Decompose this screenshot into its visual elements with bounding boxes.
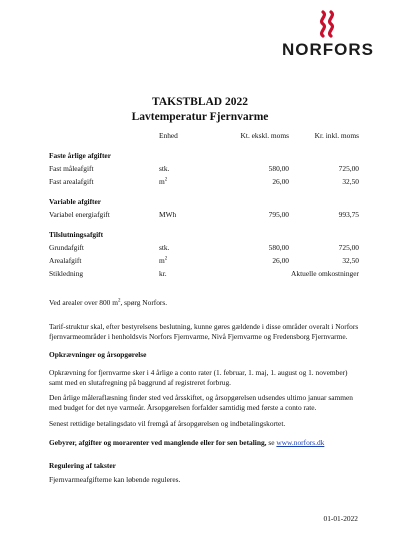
header-incl-vat: Kr. inkl. moms: [314, 131, 359, 140]
table-header-row: [49, 131, 359, 144]
regulering-text: Fjernvarmeafgifterne kan løbende reguleres.: [49, 475, 181, 484]
section-title: Variable afgifter: [49, 197, 102, 206]
span-cell: Aktuelle omkostninger: [291, 269, 359, 278]
opkraevning-paragraph-3: Senest rettidige betalingsdato vil fremgå af årsopgørelsen og indbetalingskortet.: [49, 419, 286, 428]
table-row: Grundafgift stk. 580,00 725,00: [49, 243, 359, 252]
document-title: [0, 95, 400, 125]
table-row: Stikledning kr. Aktuelle omkostninger: [49, 269, 359, 278]
table-row: Fast måleafgift stk. 580,00 725,00: [49, 164, 359, 173]
opkraevning-paragraph-1: Opkrævning for fjernvarme sker i 4 årlige a conto rater (1. februar, 1. maj, 1. august og 1. november) samt med en slutafregning på baggrund af registreret forbrug.: [49, 368, 348, 387]
opkraevning-heading: Opkrævninger og årsopgørelse: [49, 350, 147, 359]
logo-text: NORFORS: [282, 40, 374, 59]
norfors-logo: [284, 10, 374, 58]
norfors-link[interactable]: www.norfors.dk: [276, 438, 325, 447]
table-row: Arealafgift $m^2$ 26,00 32,50: [49, 256, 359, 265]
table-row: Variabel energiafgift MWh 795,00 993,75: [49, 210, 359, 219]
title-line-2: Lavtemperatur Fjernvarme: [131, 111, 269, 123]
document-date: 01-01-2022: [323, 514, 358, 523]
area-note: Ved arealer over 800 $m^2$, spørg Norfors.: [49, 298, 168, 307]
tariff-table: [49, 131, 359, 282]
section-title: Faste årlige afgifter: [49, 151, 111, 160]
norfors-flame-icon: [314, 10, 344, 38]
title-line-1: TAKSTBLAD 2022: [152, 96, 248, 108]
table-row: Fast arealafgift $m^2$ 26,00 32,50: [49, 177, 359, 186]
regulering-heading: Regulering af takster: [49, 461, 116, 470]
header-unit: Enhed: [159, 131, 178, 140]
opkraevning-paragraph-2: Den årlige måleraflæsning finder sted ved årsskiftet, og årsopgørelsen udsendes ultimo januar sammen med budget for det nye varmeår. Årsopgørelsen forfalder samtidig med første a conto rate.: [49, 393, 353, 412]
header-excl-vat: Kt. ekskl. moms: [240, 131, 289, 140]
tarif-paragraph: Tarif-struktur skal, efter bestyrelsens beslutning, kunne gøres gældende i disse områder overalt i Norfors fjernvarmeområder i henholdsvis Norfors Fjernvarme, Nivå Fjernvarme og Fredensborg Fjernvarme.: [49, 322, 359, 341]
gebyrer-line: Gebyrer, afgifter og morarenter ved manglende eller for sen betaling, se www.norfors.dk: [49, 438, 325, 447]
section-title: Tilslutningsafgift: [49, 230, 104, 239]
